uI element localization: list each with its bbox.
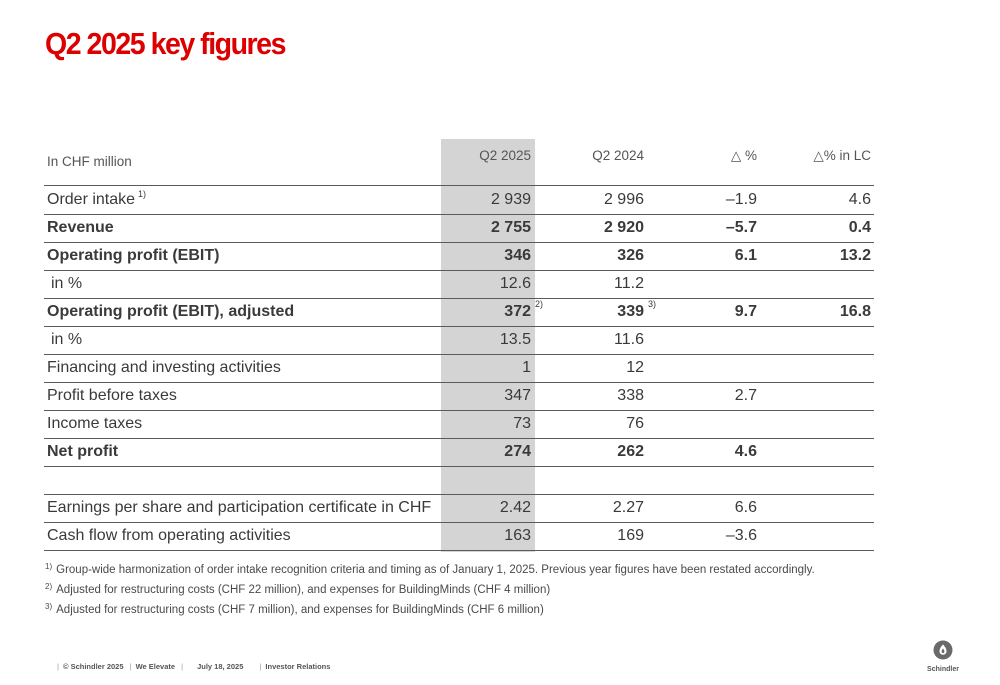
- value-q2-2025: 2 939: [490, 191, 531, 208]
- value-change-pct-lc: [779, 438, 871, 466]
- table-row-profit-before-taxes: [44, 382, 874, 411]
- value-q2-2024: 339 3): [617, 299, 657, 320]
- value-change-pct: –5.7: [725, 219, 757, 236]
- row-label: Profit before taxes: [47, 387, 177, 404]
- value-change-pct-lc: [779, 270, 871, 298]
- footer-tagline: We Elevate: [135, 662, 176, 671]
- value-change-pct-lc: [779, 382, 871, 410]
- value-q2-2025: 2.42: [499, 499, 531, 516]
- table-row-revenue: [44, 214, 874, 243]
- table-row-ebit: [44, 242, 874, 271]
- footnote-2: 2) Adjusted for restructuring costs (CHF 22 million), and expenses for BuildingMinds (CHF 4 million): [45, 581, 551, 596]
- column-header-q2-2024: Q2 2024: [592, 148, 644, 163]
- table-header-row: [44, 143, 874, 186]
- table-row-eps: [44, 494, 874, 523]
- value-change-pct-lc: [779, 326, 871, 354]
- value-q2-2024: 2.27: [612, 499, 644, 516]
- table-row-order-intake: [44, 186, 874, 215]
- value-change-pct: [666, 354, 757, 382]
- footnote-3: 3) Adjusted for restructuring costs (CHF 7 million), and expenses for BuildingMinds (CHF 6 million): [45, 601, 544, 616]
- value-q2-2025: 346: [504, 247, 531, 264]
- value-change-pct-lc: 13.2: [839, 247, 871, 264]
- value-q2-2024: 76: [626, 415, 644, 432]
- column-header-q2-2025: Q2 2025: [479, 148, 531, 163]
- footnote-ref: 1): [138, 189, 147, 199]
- table-row-ebit-margin: [44, 270, 874, 299]
- value-q2-2025: 13.5: [499, 331, 531, 348]
- column-header-change-pct-lc: △% in LC: [813, 148, 871, 163]
- row-label: Net profit: [47, 443, 119, 460]
- row-label: Order intake 1): [47, 189, 147, 208]
- value-q2-2025: 1: [522, 359, 531, 376]
- row-label: Earnings per share and participation certificate in CHF: [47, 499, 432, 516]
- value-q2-2024: 11.2: [614, 275, 644, 292]
- schindler-logo-icon: [933, 640, 953, 660]
- unit-label: In CHF million: [47, 154, 132, 169]
- table-row-ebit-adjusted-margin: [44, 326, 874, 355]
- value-q2-2025: 73: [513, 415, 531, 432]
- value-change-pct: [666, 270, 757, 298]
- row-label: [47, 466, 437, 494]
- value-q2-2024: 169: [617, 527, 644, 544]
- table-row-ebit-adjusted: [44, 298, 874, 327]
- row-label: Financing and investing activities: [47, 359, 281, 376]
- table-row-cash-flow: [44, 522, 874, 551]
- footnotes: [45, 560, 815, 620]
- value-change-pct: 6.6: [734, 499, 757, 516]
- row-label: Operating profit (EBIT): [47, 247, 220, 264]
- value-change-pct: 6.1: [734, 247, 757, 264]
- page-footer: | © Schindler 2025 | We Elevate | July 18, 2025 | Investor Relations: [57, 662, 331, 671]
- value-change-pct: –3.6: [725, 527, 757, 544]
- logo-wordmark: Schindler: [927, 666, 959, 673]
- value-change-pct-lc: [779, 354, 871, 382]
- table-row-spacer: [44, 466, 874, 495]
- row-label: in %: [51, 275, 83, 292]
- footnote-ref: 3): [648, 299, 657, 309]
- value-q2-2024: 262: [617, 443, 644, 460]
- value-change-pct: [666, 326, 757, 354]
- value-change-pct-lc: 0.4: [848, 219, 871, 236]
- value-q2-2024: 326: [617, 247, 644, 264]
- company-logo: [926, 640, 960, 673]
- value-q2-2024: 338: [617, 387, 644, 404]
- value-change-pct-lc: [779, 522, 871, 550]
- row-label: Income taxes: [47, 415, 143, 432]
- table-row-net-profit: [44, 438, 874, 467]
- value-change-pct-lc: [779, 410, 871, 438]
- value-q2-2025: 372 2): [504, 299, 544, 320]
- value-change-pct-lc: [779, 494, 871, 522]
- value-q2-2025: 347: [504, 387, 531, 404]
- value-q2-2025: 274: [504, 443, 531, 460]
- footnote-1: 1) Group-wide harmonization of order intake recognition criteria and timing as of January 1, 2025. Previous year figures have been restated accordingly.: [45, 561, 815, 576]
- column-header-change-pct: △ %: [730, 148, 757, 163]
- value-q2-2025: 2 755: [490, 219, 531, 236]
- page-title: Q2 2025 key figures: [45, 26, 285, 61]
- value-q2-2025: 163: [504, 527, 531, 544]
- value-change-pct: 4.6: [734, 443, 757, 460]
- value-change-pct: [666, 410, 757, 438]
- value-q2-2024: 2 920: [603, 219, 644, 236]
- value-q2-2025: 12.6: [499, 275, 531, 292]
- value-change-pct: 2.7: [734, 387, 757, 404]
- row-label: Operating profit (EBIT), adjusted: [47, 303, 295, 320]
- value-change-pct-lc: 16.8: [839, 303, 871, 320]
- footnote-ref: 2): [535, 299, 544, 309]
- row-label: in %: [51, 331, 83, 348]
- table-row-financing-investing: [44, 354, 874, 383]
- footer-section: Investor Relations: [265, 662, 331, 671]
- row-label: Cash flow from operating activities: [47, 527, 291, 544]
- footer-copyright: © Schindler 2025: [62, 662, 124, 671]
- footer-date: July 18, 2025: [197, 662, 244, 671]
- value-change-pct: 9.7: [734, 303, 757, 320]
- table-row-income-taxes: [44, 410, 874, 439]
- row-label: Revenue: [47, 219, 114, 236]
- value-q2-2024: 12: [626, 359, 644, 376]
- value-q2-2024: 11.6: [614, 331, 644, 348]
- value-change-pct: –1.9: [725, 191, 757, 208]
- value-change-pct-lc: 4.6: [848, 191, 871, 208]
- value-q2-2024: 2 996: [603, 191, 644, 208]
